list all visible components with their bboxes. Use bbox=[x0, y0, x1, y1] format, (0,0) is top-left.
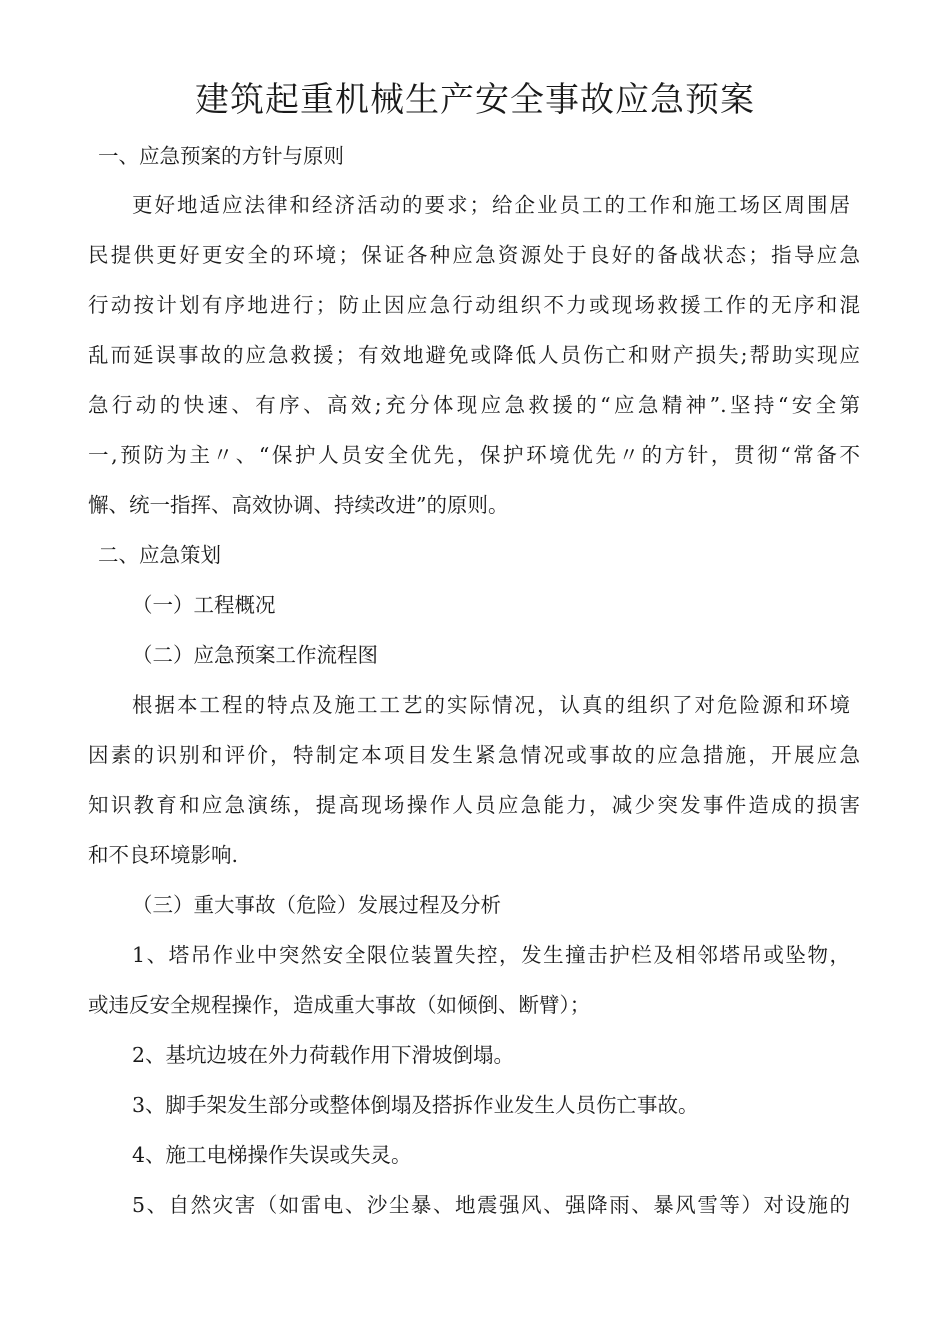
document-title: 建筑起重机械生产安全事故应急预案 bbox=[195, 80, 755, 120]
paragraph-line: 行动按计划有序地进行；防止因应急行动组织不力或现场救援工作的无序和混 bbox=[88, 293, 860, 317]
paragraph-line: 知识教育和应急演练，提高现场操作人员应急能力，减少突发事件造成的损害 bbox=[88, 793, 860, 817]
paragraph-line: 乱而延误事故的应急救援；有效地避免或降低人员伤亡和财产损失;帮助实现应 bbox=[88, 343, 860, 367]
paragraph-line: 懈、统一指挥、高效协调、持续改进”的原则。 bbox=[88, 493, 509, 517]
section-heading-2: 二、应急策划 bbox=[98, 543, 221, 567]
subsection-heading-1: （一）工程概况 bbox=[132, 593, 276, 617]
list-item: 4、施工电梯操作失误或失灵。 bbox=[132, 1143, 412, 1167]
paragraph-line: 更好地适应法律和经济活动的要求；给企业员工的工作和施工场区周围居 bbox=[132, 193, 850, 217]
paragraph-line: 和不良环境影响. bbox=[88, 843, 239, 867]
list-item: 或违反安全规程操作，造成重大事故（如倾倒、断臂）； bbox=[88, 993, 591, 1017]
list-item: 1、塔吊作业中突然安全限位装置失控，发生撞击护栏及相邻塔吊或坠物， bbox=[132, 943, 850, 967]
paragraph-line: 一,预防为主〃、“保护人员安全优先，保护环境优先〃的方针，贯彻“常备不 bbox=[88, 443, 860, 467]
subsection-heading-3: （三）重大事故（危险）发展过程及分析 bbox=[132, 893, 501, 917]
list-item: 3、脚手架发生部分或整体倒塌及搭拆作业发生人员伤亡事故。 bbox=[132, 1093, 699, 1117]
list-item: 5、自然灾害（如雷电、沙尘暴、地震强风、强降雨、暴风雪等）对设施的 bbox=[132, 1193, 850, 1217]
paragraph-line: 根据本工程的特点及施工工艺的实际情况，认真的组织了对危险源和环境 bbox=[132, 693, 850, 717]
paragraph-line: 民提供更好更安全的环境；保证各种应急资源处于良好的备战状态；指导应急 bbox=[88, 243, 860, 267]
list-item: 2、基坑边坡在外力荷载作用下滑坡倒塌。 bbox=[132, 1043, 515, 1067]
paragraph-line: 因素的识别和评价，特制定本项目发生紧急情况或事故的应急措施，开展应急 bbox=[88, 743, 860, 767]
subsection-heading-2: （二）应急预案工作流程图 bbox=[132, 643, 378, 667]
section-heading-1: 一、应急预案的方针与原则 bbox=[98, 144, 344, 168]
paragraph-line: 急行动的快速、有序、高效;充分体现应急救援的“应急精神”.坚持“安全第 bbox=[88, 393, 860, 417]
